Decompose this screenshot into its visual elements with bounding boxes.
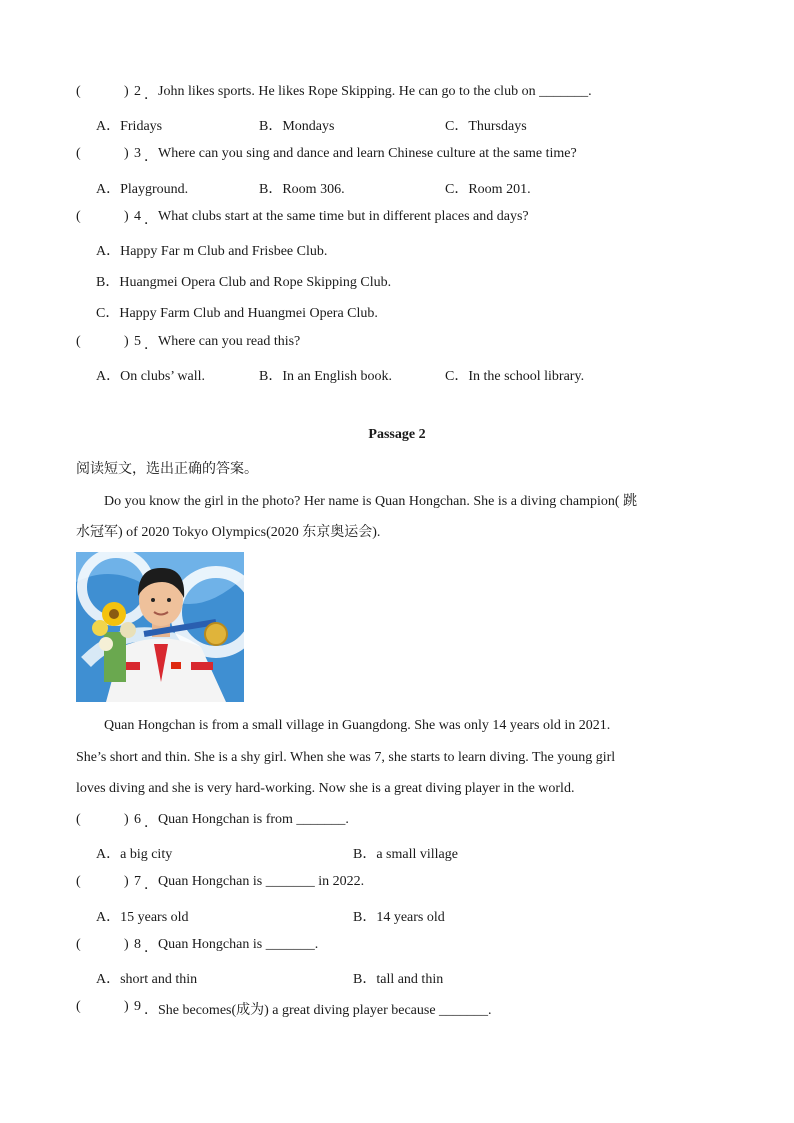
question-text: Quan Hongchan is from _______. — [158, 812, 349, 827]
question-number: 9 — [134, 999, 141, 1014]
answer-bracket-open: ( — [76, 999, 81, 1014]
answer-bracket-close: ) — [124, 334, 129, 349]
answer-bracket-close: ) — [124, 812, 129, 827]
answer-bracket-open: ( — [76, 937, 81, 952]
question-text: ． — [144, 816, 158, 831]
passage-paragraph-line: Do you know the girl in the photo? Her name is Quan Hongchan. She is a diving champion( 跳 — [104, 494, 638, 509]
answer-bracket-open: ( — [76, 812, 81, 827]
option-c: C．Thursdays — [445, 119, 527, 134]
answer-bracket-close: ) — [124, 937, 129, 952]
option-b: B．Huangmei Opera Club and Rope Skipping Club. — [96, 275, 392, 290]
question-text: Quan Hongchan is _______. — [158, 937, 319, 952]
champion-photo-illustration — [76, 552, 244, 702]
option-c: C．Happy Farm Club and Huangmei Opera Club. — [96, 306, 378, 321]
option-a: A．15 years old — [96, 910, 189, 925]
option-a: A．a big city — [96, 847, 173, 862]
option-a: A．Fridays — [96, 119, 163, 134]
option-b: B．In an English book. — [259, 369, 392, 384]
question-number: 3 — [134, 146, 141, 161]
question-text: ． — [144, 878, 158, 893]
option-c: C．Room 201. — [445, 182, 531, 197]
question-number: 7 — [134, 874, 141, 889]
answer-bracket-close: ) — [124, 146, 129, 161]
option-b: B．14 years old — [353, 910, 445, 925]
option-a: A．short and thin — [96, 972, 198, 987]
answer-bracket-close: ) — [124, 874, 129, 889]
question-text: Where can you sing and dance and learn Chinese culture at the same time? — [158, 146, 577, 161]
passage-title: Passage 2 — [368, 427, 426, 442]
question-text: ． — [144, 338, 158, 353]
option-b: B．Room 306. — [259, 182, 345, 197]
answer-bracket-open: ( — [76, 146, 81, 161]
option-b: B．a small village — [353, 847, 458, 862]
question-text: She becomes(成为) a great diving player because _______. — [158, 1003, 492, 1018]
question-text: ． — [144, 150, 158, 165]
option-b: B．tall and thin — [353, 972, 444, 987]
answer-bracket-close: ) — [124, 209, 129, 224]
question-number: 2 — [134, 84, 141, 99]
question-number: 6 — [134, 812, 141, 827]
question-text: ． — [144, 941, 158, 956]
passage-paragraph-line: 水冠军) of 2020 Tokyo Olympics(2020 东京奥运会). — [76, 525, 381, 540]
option-c: C．In the school library. — [445, 369, 585, 384]
question-text: Quan Hongchan is _______ in 2022. — [158, 874, 365, 889]
question-text: ． — [144, 213, 158, 228]
answer-bracket-open: ( — [76, 874, 81, 889]
answer-bracket-close: ) — [124, 84, 129, 99]
question-text: ． — [144, 88, 158, 103]
question-number: 5 — [134, 334, 141, 349]
champion-photo — [76, 552, 244, 702]
answer-bracket-open: ( — [76, 84, 81, 99]
passage-paragraph-line: She’s short and thin. She is a shy girl. When she was 7, she starts to learn diving. The young girl — [76, 750, 616, 765]
option-a: A．Playground. — [96, 182, 189, 197]
passage-instruction: 阅读短文，选出正确的答案。 — [76, 461, 258, 477]
answer-bracket-close: ) — [124, 999, 129, 1014]
option-b: B．Mondays — [259, 119, 335, 134]
answer-bracket-open: ( — [76, 334, 81, 349]
question-number: 8 — [134, 937, 141, 952]
question-number: 4 — [134, 209, 141, 224]
passage-paragraph-line: loves diving and she is very hard-working. Now she is a great diving player in the world. — [76, 781, 575, 796]
answer-bracket-open: ( — [76, 209, 81, 224]
option-a: A．On clubs’ wall. — [96, 369, 205, 384]
option-a: A．Happy Far m Club and Frisbee Club. — [96, 244, 328, 259]
question-text: John likes sports. He likes Rope Skipping. He can go to the club on _______. — [158, 84, 592, 99]
passage-paragraph-line: Quan Hongchan is from a small village in Guangdong. She was only 14 years old in 2021. — [104, 718, 611, 733]
question-text: Where can you read this? — [158, 334, 301, 349]
question-text: ． — [144, 1003, 158, 1018]
question-text: What clubs start at the same time but in different places and days? — [158, 209, 529, 224]
